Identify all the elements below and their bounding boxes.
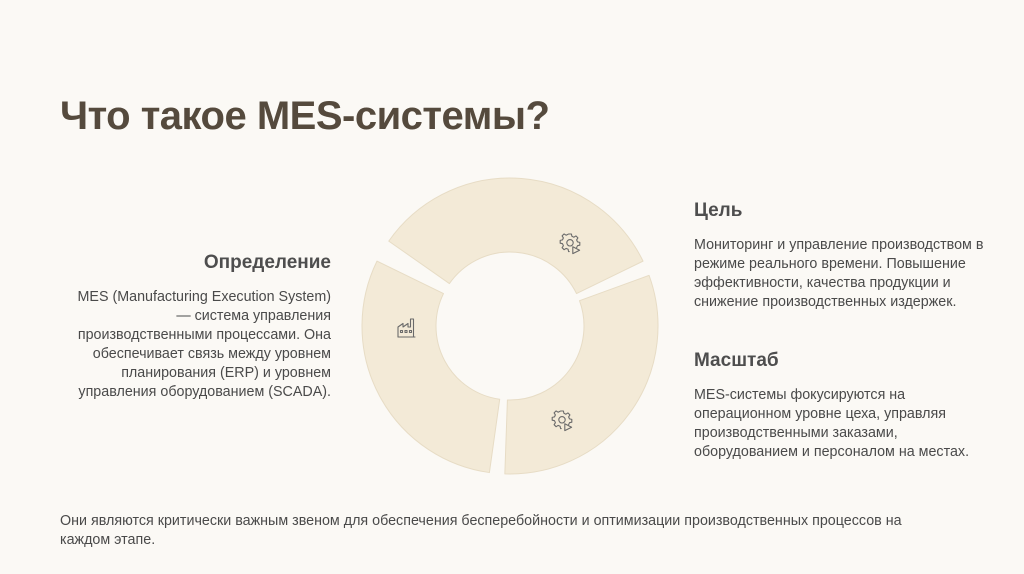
definition-text: MES (Manufacturing Execution System) — система управления производственными процессами. Она обеспечивает связь между уровнем планирования (ERP) и уровнем управления оборудованием (SCADA). xyxy=(77,288,331,400)
ring-segment-left xyxy=(362,261,500,472)
ring-segment-bottom xyxy=(505,275,658,474)
definition-block xyxy=(60,252,331,402)
goal-text: Мониторинг и управление производством в режиме реального времени. Повышение эффективности, качества продукции и снижение производственных издержек. xyxy=(694,236,984,310)
footer-text: Они являются критически важным звеном для обеспечения бесперебойности и оптимизации производственных процессов на каждом этапе. xyxy=(60,513,902,548)
definition-heading: Определение xyxy=(203,252,331,273)
ring-segment-top xyxy=(389,178,643,294)
goal-heading: Цель xyxy=(694,200,743,221)
slide-title: Что такое MES-системы? xyxy=(60,94,550,138)
scale-block xyxy=(694,350,984,462)
goal-block xyxy=(694,200,984,312)
cycle-ring-diagram xyxy=(360,176,660,476)
scale-text: MES-системы фокусируются на операционном уровне цеха, управляя производственными заказами, оборудованием и персоналом на местах. xyxy=(694,386,970,460)
scale-heading: Масштаб xyxy=(694,350,779,371)
